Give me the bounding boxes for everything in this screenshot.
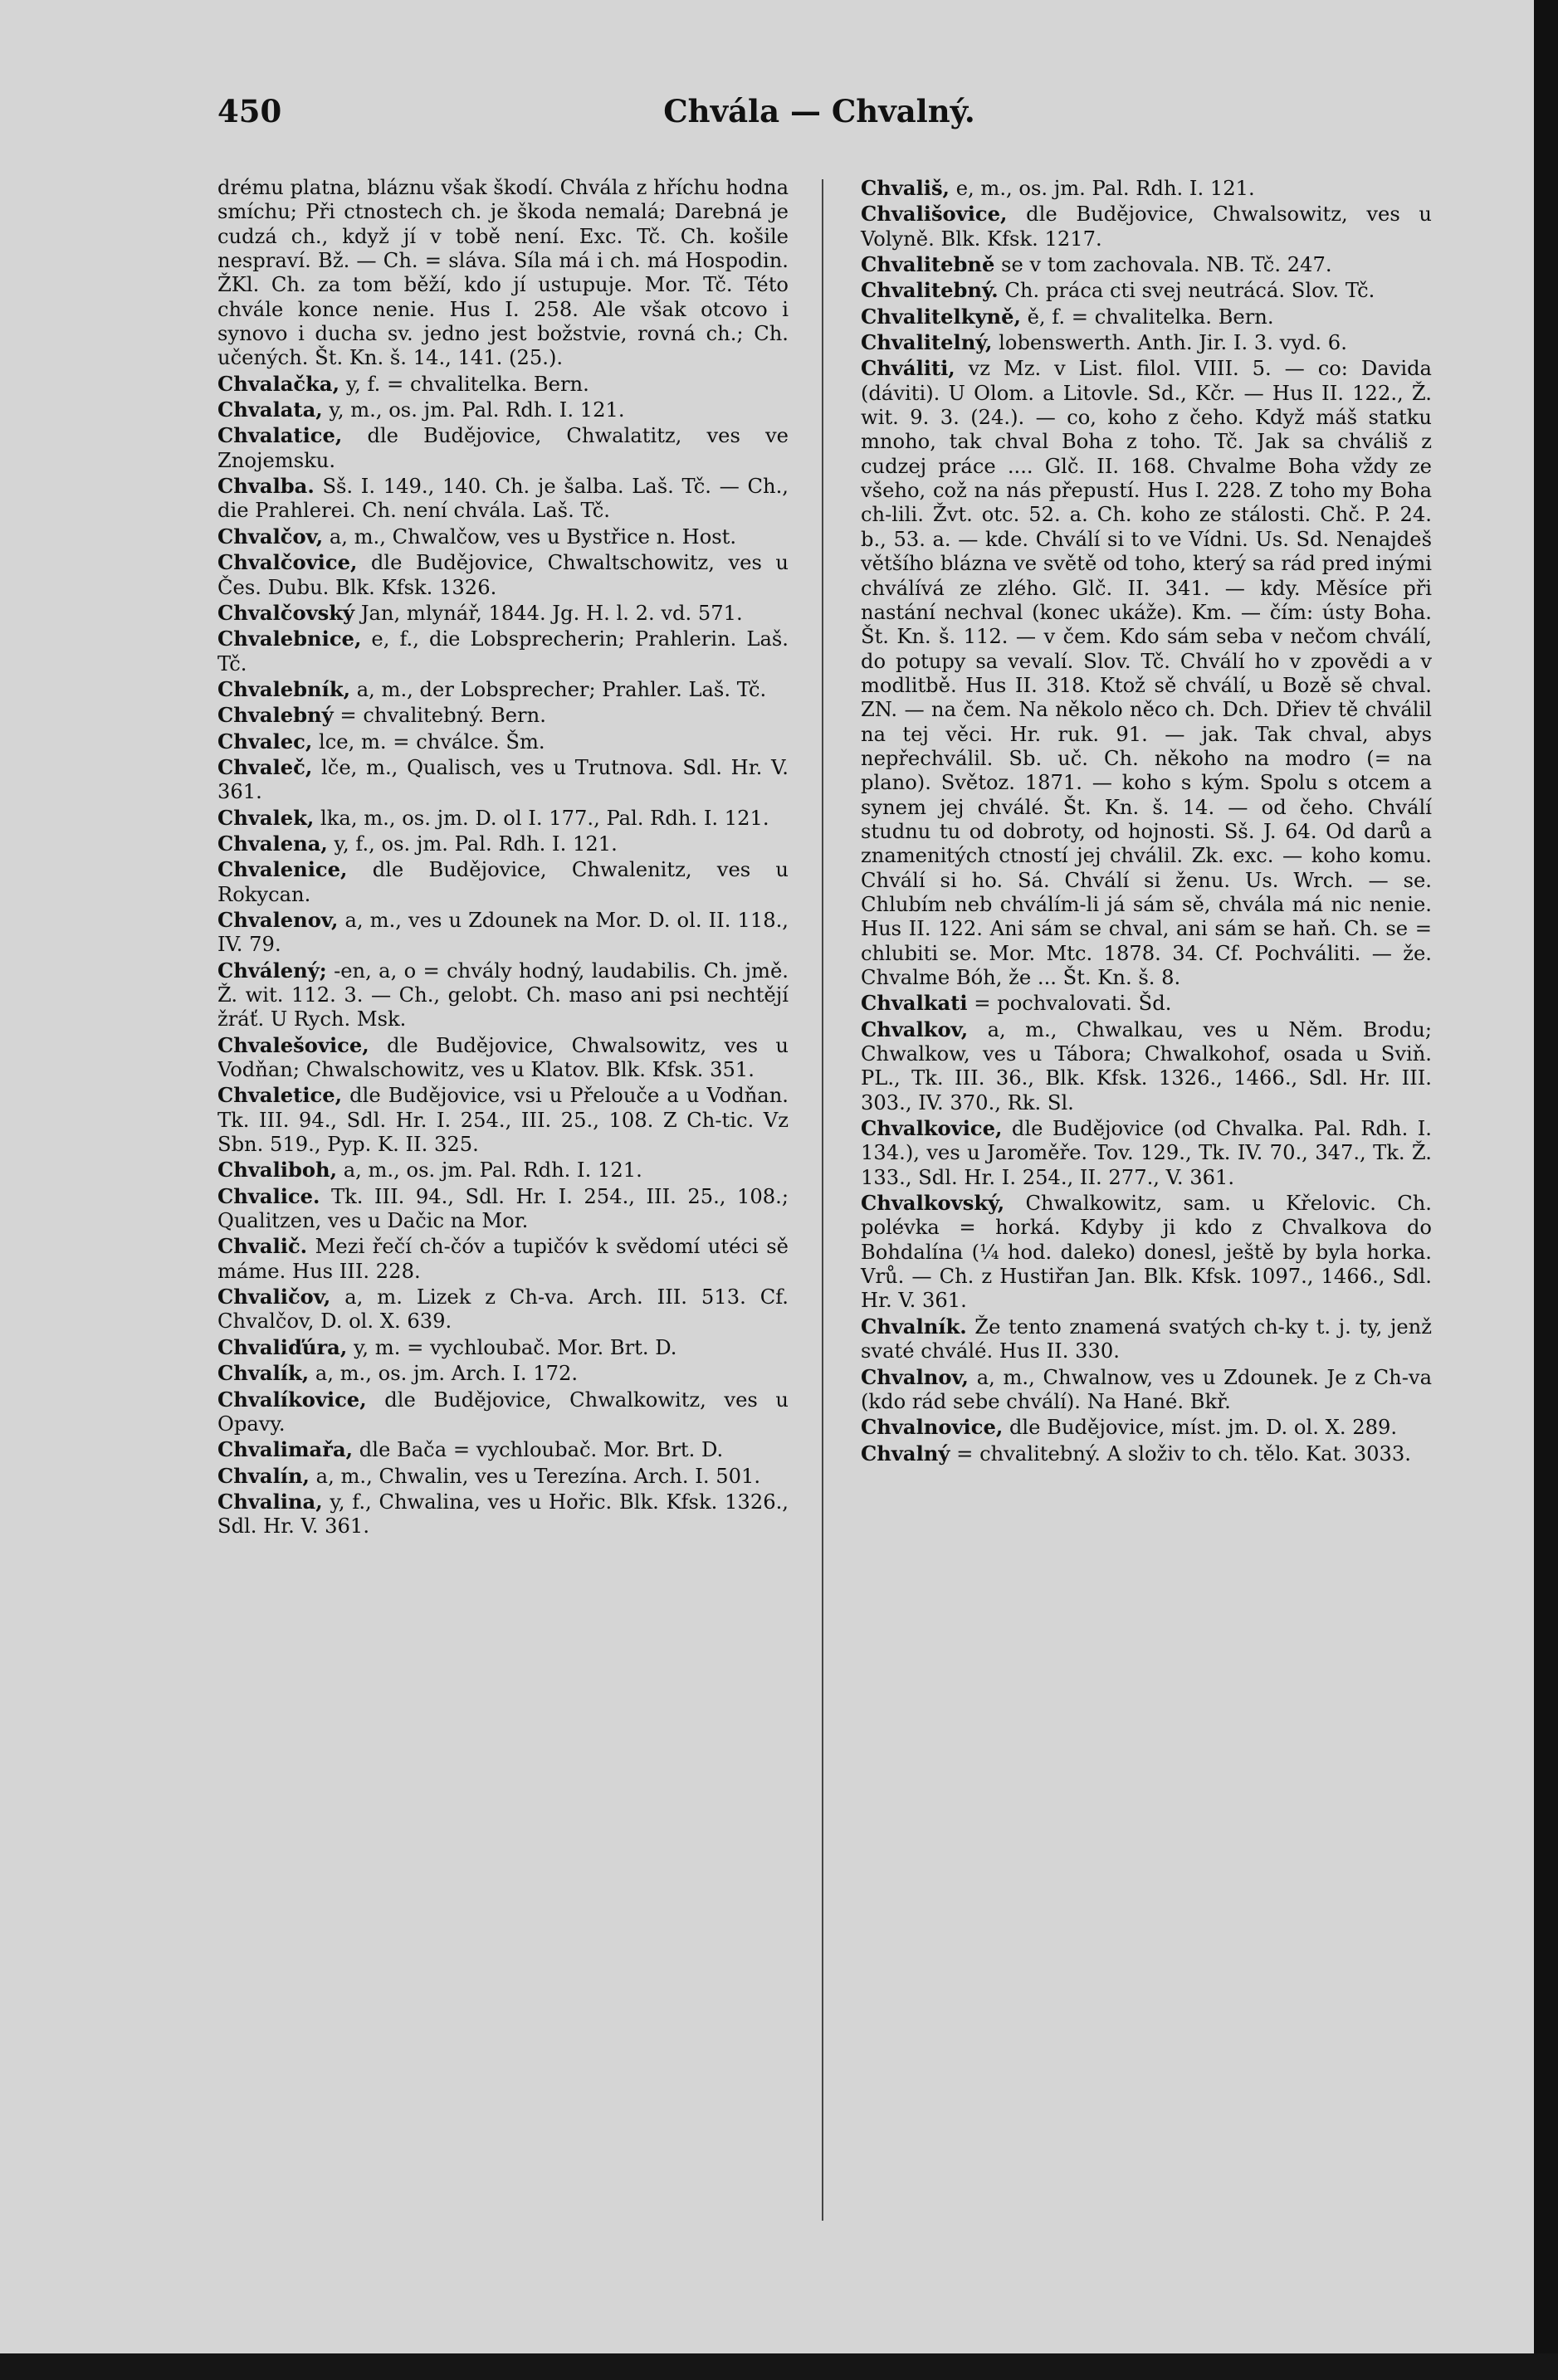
running-head: Chvála — Chvalný. [663,93,975,129]
entry-headword: Chvalčov, [217,524,324,549]
entry-definition: y, f., os. jm. Pal. Rdh. I. 121. [334,832,618,856]
entry-definition: y, f., Chwalina, ves u Hořic. Blk. Kfsk. 1326., Sdl. Hr. V. 361. [217,1490,789,1539]
entry-definition: Tk. III. 94., Sdl. Hr. I. 254., III. 25., 108.; Qualitzen, ves u Dačic na Mor. [217,1184,789,1233]
entry-definition: dle Budějovice, vsi u Přelouče a u Vodňan. Tk. III. 94., Sdl. Hr. I. 254., III. 25., 108. Z Ch-tic. Vz Sbn. 519., Pyp. K. II. 325. [217,1084,789,1157]
entry-headword: Chvalba. [217,474,315,499]
entry-headword: Chvalčovský [217,600,355,625]
dictionary-entry [217,832,789,856]
entry-headword: Chvalebný [217,703,334,728]
entry-headword: Chvaliďúra, [217,1334,348,1359]
entry-definition: a, m., os. jm. Arch. I. 172. [315,1362,579,1386]
entry-headword: Chvalina, [217,1489,323,1514]
dictionary-entry [861,202,1432,251]
entry-definition: dle Budějovice, Chwalkowitz, ves u Opavy. [217,1388,789,1436]
entry-definition: lka, m., os. jm. D. ol I. 177., Pal. Rdh. I. 121. [320,806,769,830]
entry-headword: Chvalena, [217,831,328,856]
dictionary-entry [861,1365,1432,1415]
entry-definition: e, m., os. jm. Pal. Rdh. I. 121. [955,177,1255,200]
dictionary-entry [217,627,789,676]
entry-definition: dle Bača = vychloubač. Mor. Brt. D. [359,1438,724,1462]
dictionary-entry [217,474,789,524]
dictionary-entry [217,908,789,958]
entry-definition: lobenswerth. Anth. Jir. I. 3. vyd. 6. [999,331,1347,355]
entry-definition: y, m. = vychloubač. Mor. Brt. D. [353,1335,677,1359]
dictionary-entry [217,677,789,702]
entry-definition: drému platna, bláznu však škodí. Chvála z hříchu hodna smíchu; Při ctnostech ch. je škoda nemalá; Darebná je cudzá ch., když jí v tobě není. Exc. Tč. Ch. košile nespraví. Bž. — Ch. = sláva. Síla má i ch. má Hospodin. ŽKl. Ch. za tom běží, kdo jí ustupuje. Mor. Tč. Této chvále konce nenie. Hus I. 258. Ale však otcovo i synovo i ducha sv. jedno jest božstvie, rovná ch.; Ch. učených. Št. Kn. š. 14., 141. (25.). [217,176,789,370]
entry-headword: Chvaletice, [217,1083,343,1108]
dictionary-entry [217,550,789,600]
right-column [861,176,1432,1467]
entry-headword: Chvalek, [217,805,315,830]
entry-headword: Chvalkati [861,991,968,1016]
dictionary-entry [217,1361,789,1386]
entry-headword: Chvalnov, [861,1364,969,1389]
dictionary-entry [861,305,1432,329]
entry-definition: a, m., Chwalnow, ves u Zdounek. Je z Ch-va (kdo rád sebe chválí). Na Hané. Bkř. [861,1365,1432,1413]
dictionary-entry [861,252,1432,277]
dictionary-entry [217,1234,789,1284]
entry-headword: Chvališ, [861,176,950,200]
dictionary-entry [861,1314,1432,1364]
entry-headword: Chvalec, [217,729,313,754]
dictionary-entry [217,524,789,549]
entry-definition: dle Budějovice, Chwalsowitz, ves u Volyně. Blk. Kfsk. 1217. [861,202,1432,251]
entry-headword: Chvaličov, [217,1285,331,1309]
dictionary-entry [217,372,789,397]
dictionary-entry [861,176,1432,201]
entry-headword: Chvalebnice, [217,627,362,651]
dictionary-entry [861,330,1432,355]
entry-headword: Chvalenov, [217,907,339,932]
dictionary-entry [217,397,789,422]
dictionary-entry [217,1464,789,1489]
entry-headword: Chvalín, [217,1463,310,1488]
dictionary-entry [217,1083,789,1157]
entry-headword: Chvalačka, [217,371,340,396]
dictionary-entry [217,1335,789,1360]
entry-definition: ě, f. = chvalitelka. Bern. [1027,305,1274,329]
entry-definition: lče, m., Qualisch, ves u Trutnova. Sdl. Hr. V. 361. [217,755,789,804]
entry-headword: Chvalitebný. [861,278,999,303]
dictionary-entry [217,755,789,805]
entry-definition: y, f. = chvalitelka. Bern. [345,372,589,396]
dictionary-entry [861,278,1432,303]
entry-definition: = chvalitebný. Bern. [339,704,546,728]
entry-headword: Chvalešovice, [217,1032,369,1057]
entry-headword: Chvalíkovice, [217,1387,367,1412]
entry-headword: Chvalenice, [217,857,348,882]
entry-definition: Že tento znamená svatých ch-ky t. j. ty, jenž svaté chválé. Hus II. 330. [861,1314,1432,1363]
left-column [217,176,789,1540]
entry-definition: dle Budějovice, míst. jm. D. ol. X. 289. [1009,1416,1398,1440]
entry-headword: Chvalnovice, [861,1415,1004,1440]
entry-headword: Chvaleč, [217,754,313,779]
entry-definition: = chvalitebný. A složiv to ch. tělo. Kat. 3033. [956,1441,1411,1466]
page-number: 450 [217,93,282,129]
entry-definition: a, m., Chwalčow, ves u Bystřice n. Host. [329,524,737,549]
entry-definition: a, m., Chwalin, ves u Terezína. Arch. I. 501. [315,1464,761,1488]
dictionary-entry [217,958,789,1032]
entry-definition: -en, a, o = chvály hodný, laudabilis. Ch. jmě. Ž. wit. 112. 3. — Ch., gelobt. Ch. maso ani psi nechtějí žráť. U Rych. Msk. [217,958,789,1031]
entry-definition: e, f., die Lobsprecherin; Prahlerin. Laš. Tč. [217,627,789,675]
entry-headword: Chvalata, [217,397,323,422]
entry-definition: dle Budějovice, Chwalsowitz, ves u Vodňan; Chwalschowitz, ves u Klatov. Blk. Kfsk. 351. [217,1033,789,1082]
dictionary-entry [217,1158,789,1183]
entry-definition: dle Budějovice, Chwaltschowitz, ves u Čes. Dubu. Blk. Kfsk. 1326. [217,551,789,599]
dictionary-entry [217,1388,789,1437]
entry-headword: Chvalný [861,1441,950,1466]
column-divider [822,179,823,2221]
dictionary-entry [861,356,1432,990]
entry-headword: Chváliti, [861,356,955,381]
entry-headword: Chvalimařa, [217,1437,354,1462]
entry-headword: Chvalík, [217,1361,310,1386]
dictionary-entry [861,1191,1432,1314]
dictionary-entry [217,1184,789,1234]
entry-headword: Chvalkovský, [861,1191,1005,1216]
entry-headword: Chvalitebně [861,252,995,277]
entry-definition: dle Budějovice, Chwalatitz, ves ve Znojemsku. [217,424,789,472]
entry-headword: Chvaliboh, [217,1158,337,1183]
entry-definition: dle Budějovice (od Chvalka. Pal. Rdh. I. 134.), ves u Jaroměře. Tov. 129., Tk. IV. 70., 347., Tk. Ž. 133., Sdl. Hr. I. 254., II. 277., V. 361. [861,1117,1432,1189]
entry-definition: dle Budějovice, Chwalenitz, ves u Rokycan. [217,858,789,906]
scan-edge [1534,0,1558,2380]
dictionary-entry [217,729,789,754]
entry-definition: lce, m. = chválce. Šm. [319,729,545,754]
entry-definition: a, m., der Lobsprecher; Prahler. Laš. Tč. [356,677,767,701]
dictionary-entry [217,176,789,371]
dictionary-entry [861,991,1432,1016]
entry-headword: Chvalkov, [861,1017,969,1041]
entry-headword: Chvalice. [217,1183,320,1208]
scan-bottom-edge [0,2353,1558,2380]
entry-definition: Mezi řečí ch-čóv a tupičóv k svědomí utéci sě máme. Hus III. 228. [217,1235,789,1283]
entry-definition: a, m., os. jm. Pal. Rdh. I. 121. [343,1158,642,1183]
entry-definition: a, m., Chwalkau, ves u Něm. Brodu; Chwalkow, ves u Tábora; Chwalkohof, osada u Sviň. PL., Tk. III. 36., Blk. Kfsk. 1326., 1466., Sdl. Hr. III. 303., IV. 370., Rk. Sl. [861,1017,1432,1114]
dictionary-entry [217,703,789,728]
entry-definition: Chwalkowitz, sam. u Křelovic. Ch. polévka = horká. Kdyby ji kdo z Chvalkova do Bohdalína (¼ hod. daleko) donesl, ještě by byla horka. Vrů. — Ch. z Hustiřan Jan. Blk. Kfsk. 1097., 1466., Sdl. Hr. V. 361. [861,1192,1432,1313]
entry-headword: Chvalčovice, [217,550,358,575]
entry-headword: Chvalitelný, [861,330,993,355]
dictionary-entry [861,1116,1432,1190]
entry-definition: Sš. I. 149., 140. Ch. je šalba. Laš. Tč. — Ch., die Prahlerei. Ch. není chvála. Laš. Tč. [217,475,789,523]
entry-definition: a, m. Lizek z Ch-va. Arch. III. 513. Cf. Chvalčov, D. ol. X. 639. [217,1285,789,1334]
entry-headword: Chvalitelkyně, [861,304,1021,329]
dictionary-entry [861,1415,1432,1440]
dictionary-entry [217,1033,789,1083]
entry-definition: Jan, mlynář, 1844. Jg. H. l. 2. vd. 571. [360,601,743,625]
entry-headword: Chvalič. [217,1234,308,1259]
dictionary-entry [861,1017,1432,1115]
dictionary-entry [217,423,789,473]
entry-definition: vz Mz. v List. filol. VIII. 5. — co: Davida (dáviti). U Olom. a Litovle. Sd., Kčr. — Hus II. 122., Ž. wit. 9. 3. (24.). — co, koho z čeho. Když máš statku mnoho, tak chval Boha z toho. Tč. Jak sa chváliš z cudzej práce .... Glč. II. 168. Chvalme Boha vždy ze všeho, což na nás přepustí. Hus I. 228. Z toho my Boha ch-lili. Žvt. otc. 52. a. Ch. koho ze stálosti. Chč. P. 24. b., 53. a. — kde. Chválí si to ve Vídni. Us. Sd. Nenajdeš většího blázna ve světě od toho, který sa rád pred inými chválívá ze zlého. Glč. II. 341. — kdy. Měsíce při nastání nechval (konec ukáže). Km. — čím: ústy Boha. Št. Kn. š. 112. — v čem. Kdo sám seba v nečom chválí, do potupy sa vevalí. Slov. Tč. Chválí ho v zpovědi a v modlitbě. Hus II. 318. Ktož sě chválí, u Bozě sě chval. ZN. — na čem. Na několo něco ch. Dch. Dřiev tě chválil na tej věci. Hr. ruk. 91. — jak. Tak chval, abys nepřechválil. Sb. uč. Ch. někoho na modro (= na plano). Světoz. 1871. — koho s kým. Spolu s otcem a synem jej chválé. Št. Kn. š. 14. — od čeho. Chválí studnu tu od dobroty, od hojnosti. Sš. J. 64. Od darů a znamenitých ctností jej chválil. Zk. exc. — koho komu. Chválí si ho. Sá. Chválí si ženu. Us. Wrch. — se. Chlubím neb chválím-li já sám sě, chvála má nic nenie. Hus II. 122. Ani sám se chval, ani sám se haň. Ch. se = chlubiti se. Mor. Mtc. 1878. 34. Cf. Pochváliti. — že. Chvalme Bóh, že ... Št. Kn. š. 8. [861,357,1432,989]
entry-definition: a, m., ves u Zdounek na Mor. D. ol. II. 118., IV. 79. [217,908,789,957]
entry-headword: Chvališovice, [861,202,1008,227]
dictionary-entry [217,1437,789,1462]
entry-headword: Chválený; [217,958,327,983]
dictionary-entry [861,1441,1432,1466]
entry-headword: Chvalník. [861,1314,967,1339]
dictionary-entry [217,857,789,907]
dictionary-entry [217,601,789,626]
entry-headword: Chvalebník, [217,676,351,701]
dictionary-entry [217,806,789,831]
entry-headword: Chvalkovice, [861,1116,1003,1141]
entry-headword: Chvalatice, [217,423,343,448]
entry-definition: y, m., os. jm. Pal. Rdh. I. 121. [329,398,625,422]
dictionary-entry [217,1285,789,1334]
entry-definition: Ch. práca cti svej neutrácá. Slov. Tč. [1004,279,1375,303]
entry-definition: = pochvalovati. Šd. [974,992,1172,1016]
page-header [217,93,1421,143]
dictionary-entry [217,1490,789,1539]
entry-definition: se v tom zachovala. NB. Tč. 247. [1001,253,1332,277]
